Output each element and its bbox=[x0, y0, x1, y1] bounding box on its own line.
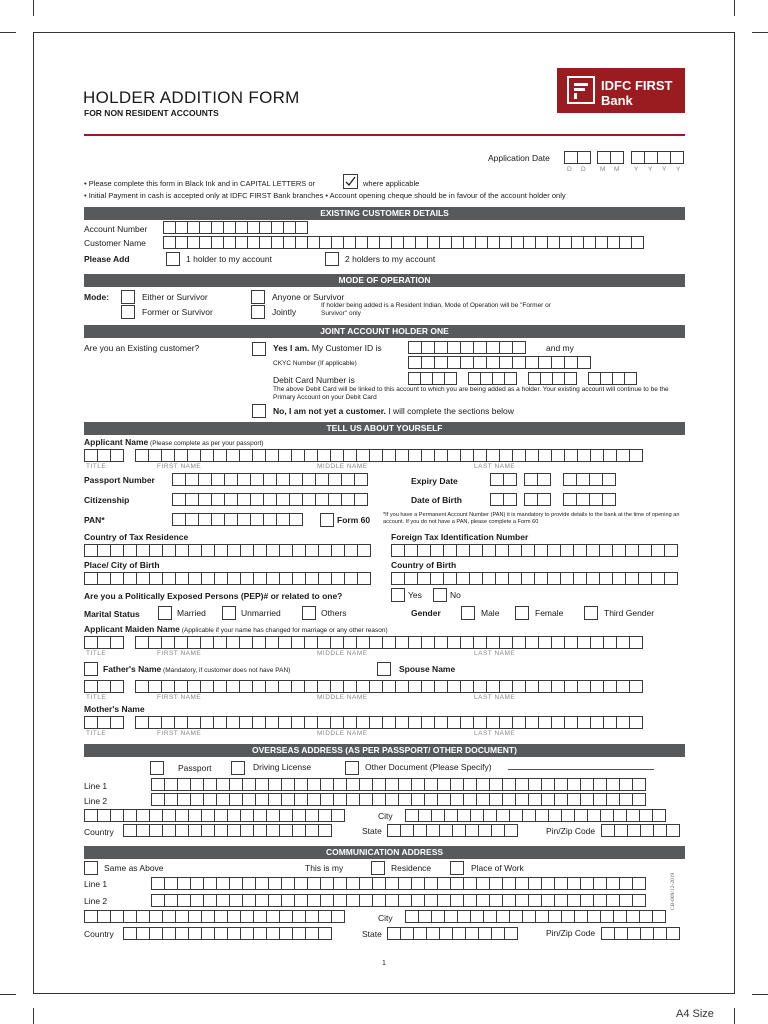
debit-card-label: Debit Card Number is bbox=[273, 375, 355, 385]
expiry-month-boxes[interactable] bbox=[524, 473, 550, 486]
section-about-yourself: TELL US ABOUT YOURSELF bbox=[84, 422, 685, 435]
overseas-passport-label: Passport bbox=[178, 763, 212, 773]
crop-mark bbox=[734, 1008, 735, 1024]
father-name-boxes[interactable] bbox=[135, 680, 642, 693]
dob-label: Date of Birth bbox=[411, 495, 462, 505]
dob-day-boxes[interactable] bbox=[490, 493, 516, 506]
dob-year-boxes[interactable] bbox=[563, 493, 615, 506]
date-hint: M bbox=[614, 166, 620, 173]
unmarried-checkbox[interactable] bbox=[222, 606, 236, 620]
last-name-hint: LAST NAME bbox=[474, 463, 516, 470]
overseas-line1-label: Line 1 bbox=[84, 781, 108, 791]
residence-checkbox[interactable] bbox=[371, 861, 385, 875]
add-1-holder-checkbox[interactable] bbox=[166, 252, 180, 266]
form-title: HOLDER ADDITION FORM bbox=[83, 88, 300, 107]
overseas-line2-label: Line 2 bbox=[84, 796, 108, 806]
date-year-boxes[interactable] bbox=[631, 151, 683, 164]
no-not-customer-checkbox[interactable] bbox=[252, 404, 266, 418]
overseas-driving-label: Driving License bbox=[253, 762, 312, 772]
account-number-boxes[interactable] bbox=[163, 221, 307, 234]
country-of-birth-label: Country of Birth bbox=[391, 560, 457, 570]
applicant-name-label: Applicant Name bbox=[84, 437, 149, 447]
crop-mark bbox=[0, 994, 16, 995]
others-label: Others bbox=[321, 608, 347, 618]
last-name-hint: LAST NAME bbox=[474, 730, 516, 737]
same-as-above-checkbox[interactable] bbox=[84, 861, 98, 875]
this-is-my-label: This is my bbox=[305, 863, 344, 873]
overseas-line1-boxes[interactable] bbox=[151, 778, 645, 791]
applicant-title-boxes[interactable] bbox=[84, 449, 123, 462]
overseas-state-boxes[interactable] bbox=[387, 824, 517, 837]
mode-jointly-checkbox[interactable] bbox=[251, 305, 265, 319]
instruction-line2: • Initial Payment in cash is accepted only at IDFC FIRST Bank branches • Account opening cheque should be in favour of the account holder only bbox=[84, 191, 566, 200]
crop-mark bbox=[33, 1008, 34, 1024]
overseas-other-doc-label: Other Document (Please Specify) bbox=[365, 762, 492, 772]
not-customer-label: No, I am not yet a customer. bbox=[273, 406, 386, 416]
crop-mark bbox=[734, 0, 735, 16]
third-gender-checkbox[interactable] bbox=[584, 606, 598, 620]
form-subtitle: FOR NON RESIDENT ACCOUNTS bbox=[84, 108, 219, 118]
customer-name-label: Customer Name bbox=[84, 238, 146, 248]
expiry-year-boxes[interactable] bbox=[563, 473, 615, 486]
add-2-holders-label: 2 holders to my account bbox=[345, 254, 436, 264]
gender-label: Gender bbox=[411, 608, 441, 618]
section-communication-address: COMMUNICATION ADDRESS bbox=[84, 846, 685, 859]
overseas-city-boxes[interactable] bbox=[405, 809, 665, 822]
date-hint: M bbox=[600, 166, 606, 173]
overseas-country-label: Country bbox=[84, 827, 114, 837]
yes-existing-label: Yes I am. bbox=[273, 343, 310, 353]
overseas-passport-checkbox[interactable] bbox=[150, 761, 164, 775]
mode-anyone-survivor-checkbox[interactable] bbox=[251, 290, 265, 304]
married-checkbox[interactable] bbox=[158, 606, 172, 620]
comm-pin-boxes[interactable] bbox=[601, 927, 679, 940]
mother-title-boxes[interactable] bbox=[84, 716, 123, 729]
application-date-label: Application Date bbox=[488, 153, 550, 163]
place-of-birth-label: Place/ City of Birth bbox=[84, 560, 160, 570]
debit-card-boxes-2[interactable] bbox=[468, 372, 516, 385]
debit-card-note: The above Debit Card will be linked to this account to which you are being added as a holder. Your existing account will continue to be the Primary Account on your Debit Card bbox=[273, 386, 669, 401]
mode-jointly-label: Jointly bbox=[272, 307, 297, 317]
pan-note: *If you have a Permanent Account Number (PAN) it is mandatory to provide details to the bank at the time of opening an account. If you do not have a PAN, please complete a Form 60 bbox=[383, 512, 680, 525]
female-checkbox[interactable] bbox=[515, 606, 529, 620]
comm-pin-label: Pin/Zip Code bbox=[546, 928, 596, 938]
mode-former-survivor-label: Former or Survivor bbox=[142, 307, 213, 317]
foreign-tax-id-boxes[interactable] bbox=[391, 544, 677, 557]
comm-line2-label: Line 2 bbox=[84, 896, 108, 906]
title-hint: TITLE bbox=[86, 694, 107, 701]
yes-existing-checkbox[interactable] bbox=[252, 342, 266, 356]
section-existing-customer: EXISTING CUSTOMER DETAILS bbox=[84, 207, 685, 220]
comm-state-label: State bbox=[362, 929, 382, 939]
mother-name-label: Mother's Name bbox=[84, 704, 145, 714]
overseas-pin-boxes[interactable] bbox=[601, 824, 679, 837]
country-tax-label: Country of Tax Residence bbox=[84, 532, 189, 542]
country-tax-boxes[interactable] bbox=[84, 544, 370, 557]
section-overseas-address: OVERSEAS ADDRESS (AS PER PASSPORT/ OTHER DOCUMENT) bbox=[84, 744, 685, 757]
comm-line1-label: Line 1 bbox=[84, 879, 108, 889]
first-name-hint: FIRST NAME bbox=[157, 463, 202, 470]
customer-id-label: My Customer ID is bbox=[309, 343, 382, 353]
maiden-title-boxes[interactable] bbox=[84, 636, 123, 649]
applicant-name-note: (Please complete as per your passport) bbox=[148, 440, 264, 447]
date-hint: D bbox=[581, 166, 587, 173]
last-name-hint: LAST NAME bbox=[474, 694, 516, 701]
overseas-city-label: City bbox=[378, 811, 393, 821]
date-hint: Y bbox=[648, 166, 653, 173]
crop-mark bbox=[752, 32, 768, 33]
comm-city-label: City bbox=[378, 913, 393, 923]
add-2-holders-checkbox[interactable] bbox=[325, 252, 339, 266]
pep-yes-checkbox[interactable] bbox=[391, 588, 405, 602]
bank-logo bbox=[557, 68, 685, 113]
customer-id-boxes[interactable] bbox=[408, 341, 525, 354]
third-gender-label: Third Gender bbox=[604, 608, 655, 618]
father-name-note: (Mandatory, if customer does not have PAN) bbox=[161, 667, 291, 674]
ckyc-label: CKYC Number (If applicable) bbox=[273, 360, 357, 367]
middle-name-hint: MIDDLE NAME bbox=[317, 730, 368, 737]
date-hint: Y bbox=[676, 166, 681, 173]
logo-icon bbox=[567, 76, 595, 104]
comm-line2-boxes[interactable] bbox=[151, 894, 645, 907]
pep-no-label: No bbox=[450, 590, 461, 600]
add-1-holder-label: 1 holder to my account bbox=[186, 254, 272, 264]
overseas-line3-boxes[interactable] bbox=[84, 809, 344, 822]
middle-name-hint: MIDDLE NAME bbox=[317, 463, 368, 470]
place-of-work-label: Place of Work bbox=[471, 863, 524, 873]
citizenship-label: Citizenship bbox=[84, 495, 130, 505]
passport-number-boxes[interactable] bbox=[172, 473, 367, 486]
debit-card-boxes-3[interactable] bbox=[528, 372, 576, 385]
applicant-name-boxes[interactable] bbox=[135, 449, 642, 462]
foreign-tax-id-label: Foreign Tax Identification Number bbox=[391, 532, 529, 542]
place-of-work-checkbox[interactable] bbox=[450, 861, 464, 875]
spouse-name-checkbox[interactable] bbox=[377, 662, 391, 676]
form60-label: Form 60 bbox=[337, 515, 371, 525]
debit-card-boxes-1[interactable] bbox=[408, 372, 456, 385]
debit-card-boxes-4[interactable] bbox=[588, 372, 636, 385]
other-doc-specify-line[interactable] bbox=[508, 769, 654, 770]
first-name-hint: FIRST NAME bbox=[157, 730, 202, 737]
crop-mark bbox=[752, 994, 768, 995]
first-name-hint: FIRST NAME bbox=[157, 650, 202, 657]
header-rule bbox=[84, 134, 685, 136]
father-name-label: Father's Name bbox=[103, 664, 162, 674]
comm-line3-boxes[interactable] bbox=[84, 910, 344, 923]
male-label: Male bbox=[481, 608, 500, 618]
middle-name-hint: MIDDLE NAME bbox=[317, 694, 368, 701]
crop-mark bbox=[0, 32, 16, 33]
pep-no-checkbox[interactable] bbox=[433, 588, 447, 602]
date-hint: Y bbox=[662, 166, 667, 173]
maiden-name-label: Applicant Maiden Name bbox=[84, 624, 180, 634]
unmarried-label: Unmarried bbox=[241, 608, 281, 618]
title-hint: TITLE bbox=[86, 463, 107, 470]
overseas-line2-boxes[interactable] bbox=[151, 793, 645, 806]
country-of-birth-boxes[interactable] bbox=[391, 572, 677, 585]
page-number: 1 bbox=[382, 960, 386, 967]
residence-label: Residence bbox=[391, 863, 432, 873]
pep-yes-label: Yes bbox=[408, 590, 422, 600]
check-icon bbox=[344, 175, 357, 188]
married-label: Married bbox=[177, 608, 206, 618]
expiry-date-label: Expiry Date bbox=[411, 476, 458, 486]
overseas-state-label: State bbox=[362, 826, 382, 836]
middle-name-hint: MIDDLE NAME bbox=[317, 650, 368, 657]
same-as-above-label: Same as Above bbox=[104, 863, 164, 873]
date-month-boxes[interactable] bbox=[597, 151, 623, 164]
title-hint: TITLE bbox=[86, 650, 107, 657]
existing-customer-question: Are you an Existing customer? bbox=[84, 343, 200, 353]
female-label: Female bbox=[535, 608, 564, 618]
logo-text-line2: Bank bbox=[601, 93, 633, 108]
citizenship-boxes[interactable] bbox=[172, 493, 367, 506]
and-my-label: and my bbox=[546, 343, 574, 353]
passport-number-label: Passport Number bbox=[84, 475, 155, 485]
please-add-label: Please Add bbox=[84, 254, 130, 264]
paper-size-label: A4 Size bbox=[676, 1008, 714, 1020]
section-mode-of-operation: MODE OF OPERATION bbox=[84, 274, 685, 287]
not-customer-note: I will complete the sections below bbox=[385, 406, 514, 416]
comm-state-boxes[interactable] bbox=[387, 927, 517, 940]
instruction-line1-end: where applicable bbox=[363, 179, 420, 188]
mode-label: Mode: bbox=[84, 292, 110, 302]
first-name-hint: FIRST NAME bbox=[157, 694, 202, 701]
pep-question: Are you a Politically Exposed Persons (PEP)# or related to one? bbox=[84, 591, 343, 601]
spouse-name-label: Spouse Name bbox=[399, 664, 456, 674]
marital-status-label: Marital Status bbox=[84, 609, 140, 619]
overseas-pin-label: Pin/Zip Code bbox=[546, 826, 596, 836]
tick-example-box bbox=[343, 174, 358, 189]
crop-mark bbox=[33, 0, 34, 16]
mode-either-survivor-label: Either or Survivor bbox=[142, 292, 208, 302]
father-title-boxes[interactable] bbox=[84, 680, 123, 693]
dob-month-boxes[interactable] bbox=[524, 493, 550, 506]
pan-boxes[interactable] bbox=[172, 513, 302, 526]
account-number-label: Account Number bbox=[84, 224, 148, 234]
form-code: CB-009/12-2019 bbox=[670, 872, 676, 910]
father-name-checkbox[interactable] bbox=[84, 662, 98, 676]
pan-label: PAN* bbox=[84, 515, 105, 525]
date-hint: D bbox=[567, 166, 573, 173]
mode-anyone-survivor-label: Anyone or Survivor bbox=[272, 292, 345, 302]
logo-text-line1: IDFC FIRST bbox=[601, 78, 673, 93]
section-joint-holder-one: JOINT ACCOUNT HOLDER ONE bbox=[84, 325, 685, 338]
others-checkbox[interactable] bbox=[302, 606, 316, 620]
mode-note: If holder being added is a Resident Indian, Mode of Operation will be "Former or Survivor" only bbox=[321, 302, 551, 317]
form60-checkbox[interactable] bbox=[320, 513, 334, 527]
instruction-line1: • Please complete this form in Black Ink and in CAPITAL LETTERS or bbox=[84, 179, 316, 188]
ckyc-boxes[interactable] bbox=[408, 356, 590, 369]
mode-either-survivor-checkbox[interactable] bbox=[121, 290, 135, 304]
last-name-hint: LAST NAME bbox=[474, 650, 516, 657]
date-hint: Y bbox=[634, 166, 639, 173]
comm-country-label: Country bbox=[84, 929, 114, 939]
overseas-driving-checkbox[interactable] bbox=[231, 761, 245, 775]
place-of-birth-boxes[interactable] bbox=[84, 572, 370, 585]
date-day-boxes[interactable] bbox=[564, 151, 590, 164]
male-checkbox[interactable] bbox=[461, 606, 475, 620]
overseas-other-doc-checkbox[interactable] bbox=[345, 761, 359, 775]
maiden-name-boxes[interactable] bbox=[135, 636, 642, 649]
customer-name-boxes[interactable] bbox=[163, 236, 643, 249]
mode-former-survivor-checkbox[interactable] bbox=[121, 305, 135, 319]
maiden-name-note: (Applicable if your name has changed for marriage or any other reason) bbox=[179, 627, 388, 634]
expiry-day-boxes[interactable] bbox=[490, 473, 516, 486]
mother-name-boxes[interactable] bbox=[135, 716, 642, 729]
comm-line1-boxes[interactable] bbox=[151, 877, 645, 890]
comm-city-boxes[interactable] bbox=[405, 910, 665, 923]
overseas-country-boxes[interactable] bbox=[123, 824, 331, 837]
title-hint: TITLE bbox=[86, 730, 107, 737]
comm-country-boxes[interactable] bbox=[123, 927, 331, 940]
